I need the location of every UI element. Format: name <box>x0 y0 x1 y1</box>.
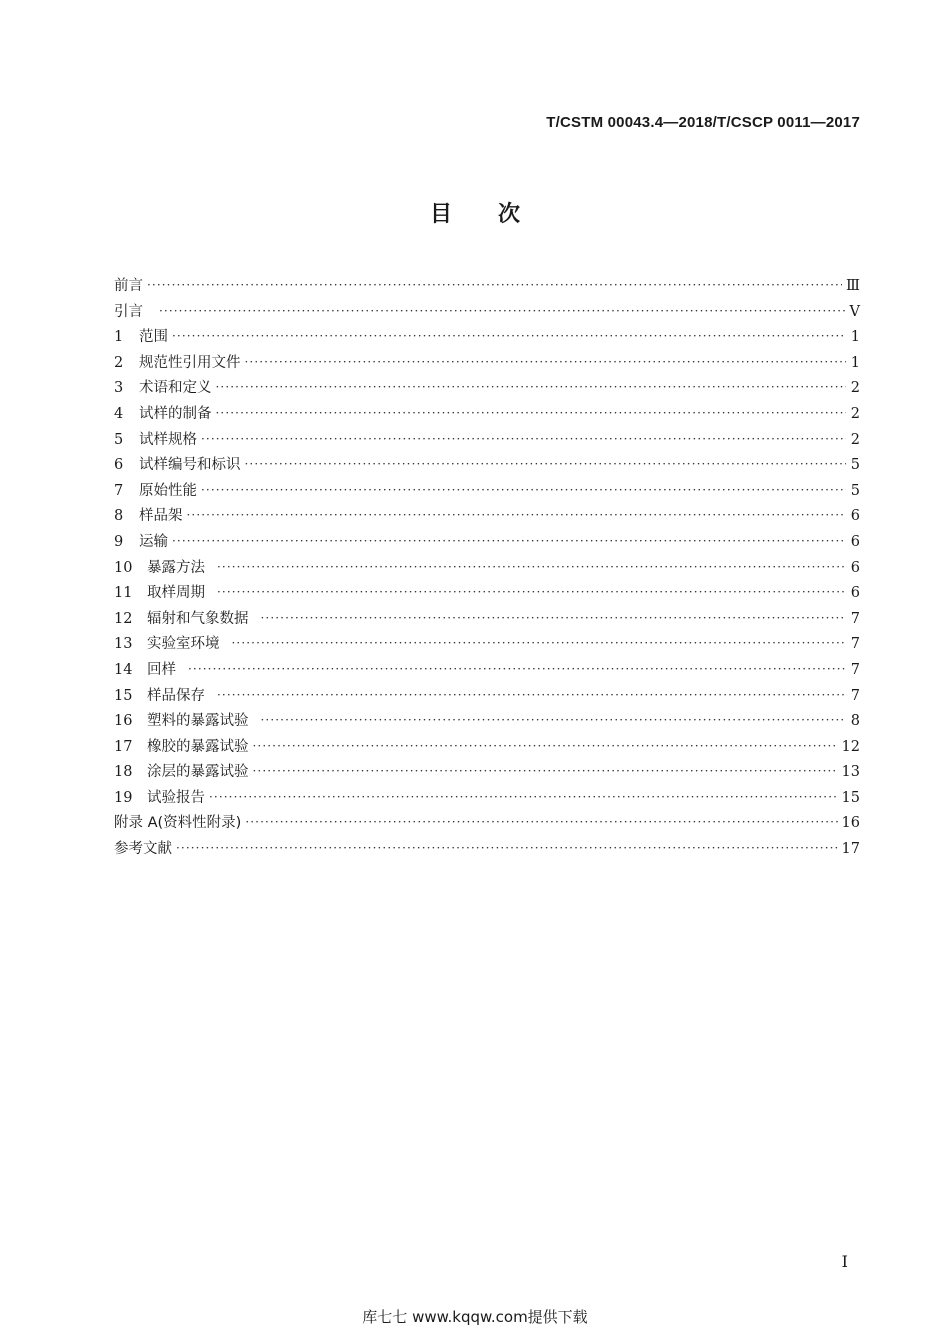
toc-leader <box>232 634 847 648</box>
toc-entry[interactable] <box>114 811 860 837</box>
toc-entry[interactable] <box>114 837 860 863</box>
toc-leader <box>261 609 847 623</box>
standard-number: T/CSTM 00043.4—2018/T/CSCP 0011—2017 <box>546 114 860 131</box>
toc-leader <box>216 378 847 392</box>
toc-number: 11 <box>114 585 133 602</box>
toc-leader <box>172 327 846 341</box>
toc-label: 样品架 <box>139 508 183 525</box>
toc-number: 1 <box>114 329 124 346</box>
toc-page: 7 <box>850 661 860 678</box>
toc-leader <box>209 788 838 802</box>
toc-label: 涂层的暴露试验 <box>147 764 249 781</box>
toc-entry[interactable] <box>114 786 860 812</box>
toc-entry[interactable] <box>114 300 860 326</box>
toc-entry[interactable] <box>114 351 860 377</box>
toc-page: Ⅲ <box>846 278 860 294</box>
toc-number: 4 <box>114 405 124 422</box>
toc-leader <box>245 455 847 469</box>
toc-page: 2 <box>850 431 860 448</box>
toc-label: 取样周期 <box>147 585 205 602</box>
toc-leader <box>147 276 842 290</box>
toc-page: 7 <box>850 610 860 627</box>
toc-label: 实验室环境 <box>147 636 220 653</box>
toc-number: 9 <box>114 533 124 550</box>
toc-leader <box>261 711 847 725</box>
toc-leader <box>201 481 846 495</box>
toc-page: 5 <box>850 482 860 499</box>
footer-credit: 库七七 www.kqqw.com提供下载 <box>362 1308 588 1326</box>
toc-page: V <box>849 303 860 320</box>
page-title: 目次 <box>429 202 566 227</box>
toc-label: 塑料的暴露试验 <box>147 713 249 730</box>
toc-label: 参考文献 <box>114 841 172 858</box>
toc-entry[interactable] <box>114 479 860 505</box>
toc-number: 17 <box>114 738 133 755</box>
toc-number: 5 <box>114 431 124 448</box>
toc-page: 12 <box>841 738 860 755</box>
toc-leader <box>217 583 846 597</box>
toc-page: 6 <box>850 533 860 550</box>
toc-number: 6 <box>114 457 124 474</box>
toc-page: 1 <box>850 329 860 346</box>
toc-label: 试样编号和标识 <box>139 457 241 474</box>
toc-number: 18 <box>114 764 133 781</box>
toc-leader <box>253 762 838 776</box>
toc-label: 范围 <box>139 329 168 346</box>
toc-number: 10 <box>114 559 133 576</box>
toc-leader <box>245 353 847 367</box>
toc-leader <box>188 660 846 674</box>
toc-number: 7 <box>114 482 124 499</box>
toc-page: 13 <box>841 764 860 781</box>
table-of-contents <box>114 274 860 863</box>
toc-number: 2 <box>114 354 124 371</box>
toc-page: 17 <box>841 841 860 858</box>
toc-entry[interactable] <box>114 735 860 761</box>
toc-label: 回样 <box>147 661 176 678</box>
toc-leader <box>217 558 846 572</box>
toc-label: 运输 <box>139 533 168 550</box>
toc-page: 1 <box>850 354 860 371</box>
toc-label: 样品保存 <box>147 687 205 704</box>
toc-leader <box>176 839 838 853</box>
toc-label: 暴露方法 <box>147 559 205 576</box>
toc-label: 试样规格 <box>139 431 197 448</box>
toc-number: 8 <box>114 508 124 525</box>
toc-page: 2 <box>850 380 860 397</box>
toc-leader <box>159 302 846 316</box>
toc-label: 引言 <box>114 303 143 320</box>
toc-entry[interactable] <box>114 376 860 402</box>
toc-page: 7 <box>850 687 860 704</box>
toc-entry[interactable] <box>114 556 860 582</box>
toc-entry[interactable] <box>114 325 860 351</box>
toc-entry[interactable] <box>114 684 860 710</box>
toc-leader <box>245 813 837 827</box>
toc-entry[interactable] <box>114 607 860 633</box>
toc-label: 辐射和气象数据 <box>147 610 249 627</box>
toc-number: 3 <box>114 380 124 397</box>
toc-leader <box>253 737 838 751</box>
toc-entry[interactable] <box>114 760 860 786</box>
toc-entry[interactable] <box>114 402 860 428</box>
toc-entry[interactable] <box>114 632 860 658</box>
toc-number: 13 <box>114 636 133 653</box>
toc-leader <box>187 506 847 520</box>
toc-entry[interactable] <box>114 453 860 479</box>
toc-entry[interactable] <box>114 658 860 684</box>
page-number: I <box>841 1252 848 1271</box>
toc-label: 试验报告 <box>147 789 205 806</box>
toc-entry[interactable] <box>114 530 860 556</box>
toc-page: 15 <box>841 789 860 806</box>
toc-number: 15 <box>114 687 133 704</box>
toc-label: 橡胶的暴露试验 <box>147 738 249 755</box>
toc-label: 术语和定义 <box>139 380 212 397</box>
toc-page: 6 <box>850 508 860 525</box>
toc-number: 14 <box>114 661 133 678</box>
toc-leader <box>217 686 846 700</box>
toc-page: 8 <box>850 713 860 730</box>
toc-page: 7 <box>850 636 860 653</box>
toc-page: 16 <box>841 815 860 832</box>
toc-label: 前言 <box>114 278 143 294</box>
toc-number: 16 <box>114 713 133 730</box>
toc-label: 原始性能 <box>139 482 197 499</box>
toc-number: 19 <box>114 789 133 806</box>
toc-label: 试样的制备 <box>139 405 212 422</box>
toc-entry[interactable] <box>114 709 860 735</box>
toc-entry[interactable] <box>114 274 860 300</box>
toc-leader <box>216 404 847 418</box>
toc-entry[interactable] <box>114 504 860 530</box>
toc-label: 附录 A(资料性附录) <box>114 815 242 832</box>
toc-entry[interactable] <box>114 428 860 454</box>
toc-label: 规范性引用文件 <box>139 354 241 371</box>
toc-page: 5 <box>850 457 860 474</box>
toc-entry[interactable] <box>114 581 860 607</box>
toc-number: 12 <box>114 610 133 627</box>
toc-page: 6 <box>850 559 860 576</box>
toc-page: 2 <box>850 405 860 422</box>
toc-leader <box>201 430 846 444</box>
toc-leader <box>172 532 846 546</box>
toc-page: 6 <box>850 585 860 602</box>
